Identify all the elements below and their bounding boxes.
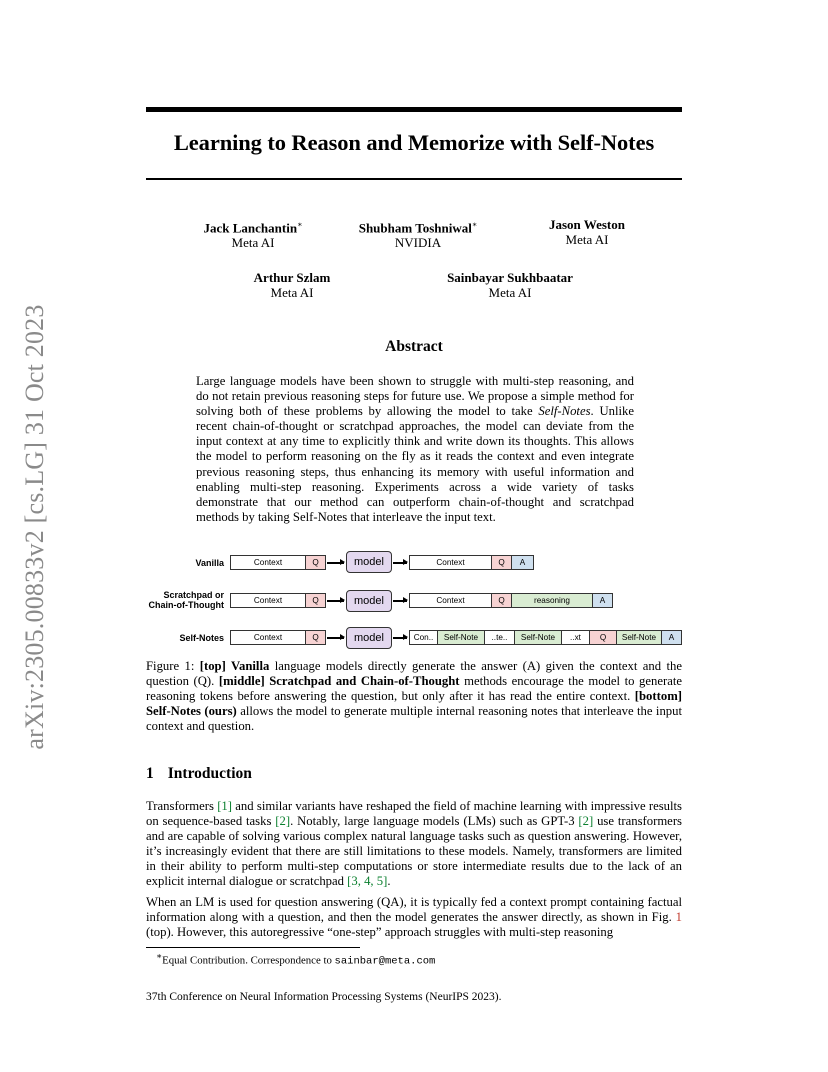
- footnote-rule: [146, 947, 360, 948]
- reasoning-token: reasoning: [511, 593, 593, 608]
- question-token: Q: [589, 630, 617, 645]
- title-bottom-rule: [146, 178, 682, 180]
- author-name: Arthur Szlam: [253, 270, 331, 285]
- self-note-token: Self-Note: [616, 630, 662, 645]
- arrow-icon: [393, 637, 407, 639]
- context-token: ..xt: [561, 630, 590, 645]
- figure-1-caption: Figure 1: [top] Vanilla language models directly generate the answer (A) given the context and the question (Q). [middle] Scratchpad and Chain-of-Thought methods encourage the model to generate reasoning tokens before answering the question, but only after it has read the entire context. [bottom] Self-Notes (ours) allows the model to generate multiple internal reasoning notes that interleave the input context and question.: [146, 659, 682, 734]
- footnote: ∗Equal Contribution. Correspondence to sainbar@meta.com: [156, 951, 436, 968]
- citation-link[interactable]: [3, 4, 5]: [347, 874, 388, 889]
- citation-link[interactable]: [2]: [275, 814, 291, 829]
- author-affiliation: Meta AI: [565, 232, 609, 247]
- author-block: [527, 217, 647, 247]
- question-token: Q: [305, 630, 326, 645]
- author-affiliation: NVIDIA: [394, 235, 442, 251]
- question-token: Q: [491, 555, 512, 570]
- context-token: Context: [230, 630, 306, 645]
- author-block: [183, 217, 323, 250]
- author-name: Jack Lanchantin∗: [203, 220, 303, 236]
- citation-link[interactable]: [2]: [578, 814, 594, 829]
- author-block: [343, 217, 493, 250]
- model-box: model: [346, 590, 392, 612]
- arrow-icon: [393, 600, 407, 602]
- figure-1-diagram: [140, 548, 700, 653]
- venue-note: 37th Conference on Neural Information Processing Systems (NeurIPS 2023).: [146, 991, 502, 1003]
- arrow-icon: [327, 637, 344, 639]
- answer-token: A: [592, 593, 613, 608]
- author-affiliation: Meta AI: [488, 285, 532, 300]
- author-name: Sainbayar Sukhbaatar: [447, 270, 573, 285]
- abstract-heading: Abstract: [385, 338, 443, 355]
- section-heading: 1 Introduction: [146, 765, 252, 782]
- arrow-icon: [327, 562, 344, 564]
- question-token: Q: [305, 593, 326, 608]
- question-token: Q: [305, 555, 326, 570]
- model-box: model: [346, 551, 392, 573]
- author-block: [232, 270, 352, 300]
- abstract-text: Large language models have been shown to struggle with multi-step reasoning, and do not retain previous reasoning steps for future use. We propose a simple method for solving both of these problems by allowing the model to take Self-Notes. Unlike recent chain-of-thought or scratchpad approaches, the model can deviate from the input context at any time to explicitly think and write down its thoughts. This allows the model to perform reasoning on the fly as it reads the context and even integrate previous reasoning steps, thus enhancing its memory with useful information and enabling multi-step reasoning. Experiments across a wide variety of tasks demonstrate that our method can outperform chain-of-thought and scratchpad methods by taking Self-Notes that interleave the input text.: [196, 374, 634, 524]
- self-note-token: Self-Note: [437, 630, 485, 645]
- author-name: Shubham Toshniwal∗: [358, 220, 478, 236]
- author-affiliation: Meta AI: [231, 235, 275, 251]
- citation-link[interactable]: [1]: [217, 799, 232, 813]
- contact-email: sainbar@meta.com: [334, 955, 436, 968]
- arrow-icon: [327, 600, 344, 602]
- model-box: model: [346, 627, 392, 649]
- context-token: Con..: [409, 630, 438, 645]
- context-token: Context: [409, 593, 492, 608]
- intro-paragraph-1: Transformers [1] and similar variants have reshaped the field of machine learning with impressive results on sequence-based tasks [2]. Notably, large language models (LMs) such as GPT-3 [2] use transformers and are capable of solving various complex natural language tasks such as question answering. However, it’s increasingly evident that there are still limitations to these models. Namely, transformers are limited in their ability to perform multi-step computations or store intermediate results due to the lack of an explicit internal dialogue or scratchpad [3, 4, 5].: [146, 799, 682, 889]
- context-token: Context: [230, 593, 306, 608]
- answer-token: A: [661, 630, 682, 645]
- context-token: Context: [409, 555, 492, 570]
- paper-title: Learning to Reason and Memorize with Self-Notes: [173, 130, 655, 155]
- title-top-rule: [146, 107, 682, 112]
- arxiv-identifier: arXiv:2305.00833v2 [cs.LG] 31 Oct 2023: [20, 304, 49, 750]
- context-token: Context: [230, 555, 306, 570]
- self-note-token: Self-Note: [514, 630, 562, 645]
- row-label-vanilla: Vanilla: [195, 558, 224, 568]
- context-token: ..te..: [484, 630, 515, 645]
- row-label-scratchpad: Scratchpad or Chain-of-Thought: [148, 590, 224, 610]
- question-token: Q: [491, 593, 512, 608]
- row-label-self-notes: Self-Notes: [179, 633, 224, 643]
- answer-token: A: [511, 555, 534, 570]
- author-block: [430, 270, 590, 300]
- intro-paragraph-2: When an LM is used for question answering (QA), it is typically fed a context prompt containing factual information along with a question, and then the model generates the answer directly, as shown in Fig. 1 (top). However, this autoregressive “one-step” approach struggles with multi-step reasoning: [146, 895, 682, 940]
- figure-reference-link[interactable]: 1: [675, 910, 682, 925]
- author-affiliation: Meta AI: [270, 285, 314, 300]
- author-name: Jason Weston: [549, 217, 625, 232]
- arrow-icon: [393, 562, 407, 564]
